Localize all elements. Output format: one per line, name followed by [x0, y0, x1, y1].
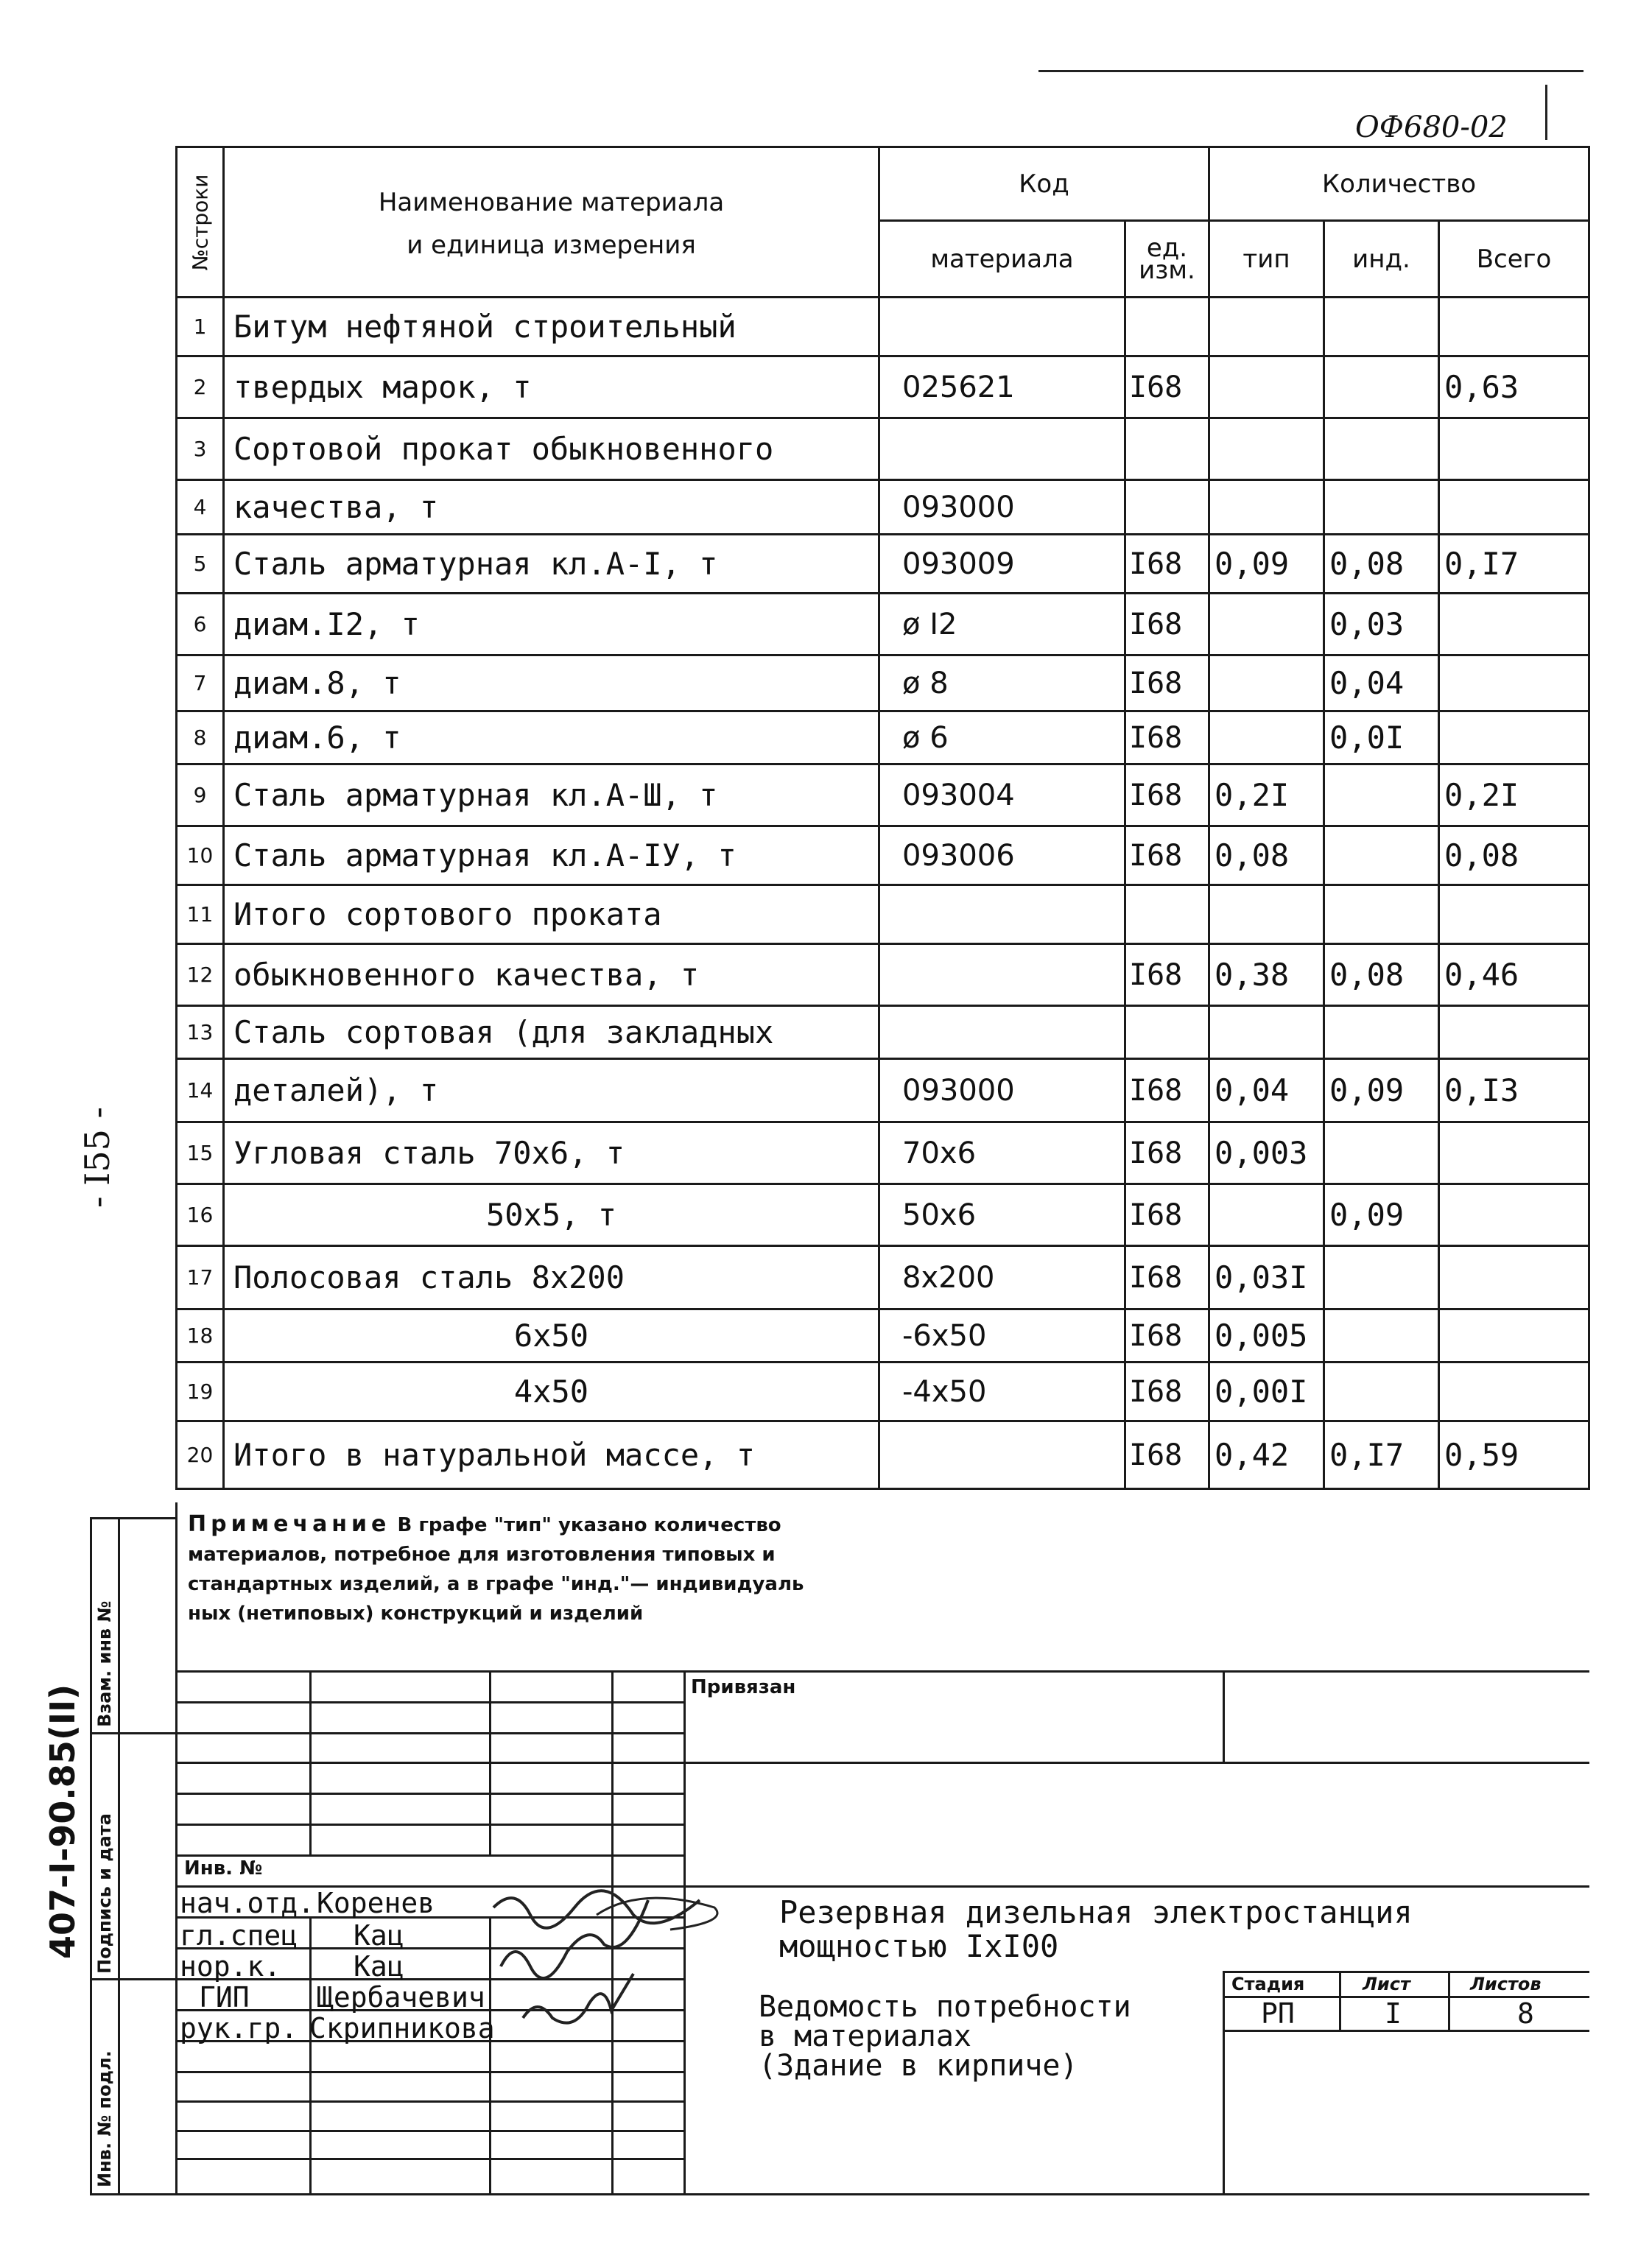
note-head: Примечание: [188, 1511, 391, 1537]
row-number: 4: [177, 480, 224, 535]
qty-total: [1439, 1246, 1589, 1309]
qty-typ: 0,005: [1209, 1309, 1324, 1362]
qty-typ: 0,2I: [1209, 764, 1324, 826]
unit-code: I68: [1125, 944, 1209, 1006]
unit-code: I68: [1125, 1122, 1209, 1184]
side-label-vzam: Взам. инв №: [94, 1600, 115, 1727]
qty-typ: [1209, 594, 1324, 655]
table-row: [177, 711, 1589, 764]
material-name: Итого сортового проката: [224, 885, 879, 944]
sheet-label: Лист: [1363, 1974, 1410, 1994]
qty-total: [1439, 885, 1589, 944]
table-row: [177, 655, 1589, 711]
row-number: 10: [177, 826, 224, 885]
document-number: 407-I-90.85(II): [43, 1684, 82, 1959]
material-name: Сталь арматурная кл.А-I, т: [224, 535, 879, 594]
sheet-title-3: (Здание в кирпиче): [759, 2049, 1078, 2083]
table-row: [177, 480, 1589, 535]
role-3: нор.к.: [180, 1950, 281, 1983]
header-typ: тип: [1209, 221, 1324, 298]
qty-typ: 0,08: [1209, 826, 1324, 885]
material-code: 093000: [879, 1059, 1125, 1122]
stage-value: РП: [1261, 1997, 1295, 2030]
material-name: 4х50: [224, 1362, 879, 1421]
qty-ind: 0,0I: [1324, 711, 1439, 764]
qty-ind: 0,08: [1324, 535, 1439, 594]
qty-ind: [1324, 764, 1439, 826]
qty-ind: 0,03: [1324, 594, 1439, 655]
material-code: -6х50: [879, 1309, 1125, 1362]
material-name: диам.6, т: [224, 711, 879, 764]
qty-typ: [1209, 711, 1324, 764]
qty-ind: [1324, 1246, 1439, 1309]
unit-code: I68: [1125, 1309, 1209, 1362]
role-2: гл.спец: [180, 1919, 298, 1952]
table-row: [177, 1246, 1589, 1309]
material-name: диам.I2, т: [224, 594, 879, 655]
header-total: Всего: [1439, 221, 1589, 298]
table-row: [177, 356, 1589, 418]
qty-typ: 0,04: [1209, 1059, 1324, 1122]
note-line-2: материалов, потребное для изготовления типовых и: [188, 1544, 776, 1566]
privyazan-label: Привязан: [691, 1676, 796, 1698]
qty-ind: [1324, 418, 1439, 480]
qty-total: [1439, 298, 1589, 356]
material-code: 70х6: [879, 1122, 1125, 1184]
side-label-podpis: Подпись и дата: [94, 1813, 115, 1974]
qty-ind: [1324, 480, 1439, 535]
qty-total: 0,I3: [1439, 1059, 1589, 1122]
top-rule: [1038, 70, 1584, 72]
qty-typ: [1209, 1006, 1324, 1059]
qty-ind: [1324, 1006, 1439, 1059]
material-name: обыкновенного качества, т: [224, 944, 879, 1006]
header-ind: инд.: [1324, 221, 1439, 298]
top-tick: [1545, 85, 1547, 140]
unit-code: I68: [1125, 1362, 1209, 1421]
qty-ind: [1324, 885, 1439, 944]
material-name: Битум нефтяной строительный: [224, 298, 879, 356]
note-line-4: ных (нетиповых) конструкций и изделий: [188, 1603, 644, 1625]
row-number: 17: [177, 1246, 224, 1309]
table-row: [177, 826, 1589, 885]
material-name: Сталь арматурная кл.А-Ш, т: [224, 764, 879, 826]
qty-total: [1439, 1006, 1589, 1059]
table-row: [177, 418, 1589, 480]
row-number: 5: [177, 535, 224, 594]
person-3: Кац: [354, 1950, 404, 1983]
row-number: 13: [177, 1006, 224, 1059]
qty-typ: [1209, 356, 1324, 418]
side-label-inv-podl: Инв. № подл.: [94, 2050, 115, 2187]
table-row: [177, 764, 1589, 826]
qty-typ: [1209, 885, 1324, 944]
sheet-title-2: в материалах: [759, 2019, 971, 2053]
table-row: [177, 298, 1589, 356]
handwritten-signatures: [479, 1878, 773, 2047]
material-code: [879, 1421, 1125, 1489]
material-name: Угловая сталь 70х6, т: [224, 1122, 879, 1184]
qty-ind: 0,09: [1324, 1184, 1439, 1246]
qty-ind: [1324, 1122, 1439, 1184]
qty-total: 0,63: [1439, 356, 1589, 418]
qty-ind: 0,08: [1324, 944, 1439, 1006]
note-line-3: стандартных изделий, а в графе "инд."— индивидуаль: [188, 1573, 804, 1595]
project-title-2: мощностью IхI00: [779, 1928, 1059, 1964]
material-code: 50х6: [879, 1184, 1125, 1246]
material-code: ø I2: [879, 594, 1125, 655]
materials-table: [175, 146, 1590, 1490]
row-number: 20: [177, 1421, 224, 1489]
table-row: [177, 1006, 1589, 1059]
qty-typ: 0,00I: [1209, 1362, 1324, 1421]
material-name: твердых марок, т: [224, 356, 879, 418]
row-number: 8: [177, 711, 224, 764]
material-code: [879, 298, 1125, 356]
table-row: [177, 1059, 1589, 1122]
qty-total: 0,2I: [1439, 764, 1589, 826]
qty-total: [1439, 1122, 1589, 1184]
qty-total: [1439, 418, 1589, 480]
row-number: 9: [177, 764, 224, 826]
table-row: [177, 594, 1589, 655]
unit-code: [1125, 885, 1209, 944]
row-number: 16: [177, 1184, 224, 1246]
material-code: -4х50: [879, 1362, 1125, 1421]
qty-total: 0,I7: [1439, 535, 1589, 594]
material-code: ø 8: [879, 655, 1125, 711]
table-row: [177, 1122, 1589, 1184]
person-4: Щербачевич: [317, 1981, 485, 2014]
material-name: Сталь арматурная кл.А-IУ, т: [224, 826, 879, 885]
material-code: [879, 1006, 1125, 1059]
role-1: нач.отд.: [180, 1887, 315, 1919]
person-5: Скрипникова: [309, 2012, 495, 2044]
unit-code: I68: [1125, 535, 1209, 594]
unit-code: [1125, 418, 1209, 480]
unit-code: I68: [1125, 826, 1209, 885]
unit-code: I68: [1125, 1184, 1209, 1246]
qty-total: [1439, 1362, 1589, 1421]
qty-total: [1439, 1309, 1589, 1362]
row-number: 14: [177, 1059, 224, 1122]
material-code: 093006: [879, 826, 1125, 885]
note-line-1: В графе "тип" указано количество: [390, 1514, 781, 1536]
qty-total: [1439, 1184, 1589, 1246]
material-code: ø 6: [879, 711, 1125, 764]
person-1: Коренев: [317, 1887, 435, 1919]
row-number: 3: [177, 418, 224, 480]
table-row: [177, 1362, 1589, 1421]
qty-typ: [1209, 480, 1324, 535]
unit-code: I68: [1125, 764, 1209, 826]
sheets-value: 8: [1517, 1997, 1534, 2030]
material-name: Итого в натуральной массе, т: [224, 1421, 879, 1489]
qty-typ: [1209, 418, 1324, 480]
qty-ind: [1324, 298, 1439, 356]
qty-typ: 0,03I: [1209, 1246, 1324, 1309]
header-code: Код: [879, 147, 1209, 221]
unit-code: I68: [1125, 594, 1209, 655]
qty-ind: [1324, 1362, 1439, 1421]
page-number: - I55 -: [77, 1106, 117, 1208]
material-code: 093009: [879, 535, 1125, 594]
project-title-1: Резервная дизельная электростанция: [779, 1894, 1413, 1930]
qty-typ: 0,42: [1209, 1421, 1324, 1489]
unit-code: I68: [1125, 655, 1209, 711]
row-number: 7: [177, 655, 224, 711]
material-name: 6х50: [224, 1309, 879, 1362]
qty-total: 0,08: [1439, 826, 1589, 885]
unit-code: I68: [1125, 1246, 1209, 1309]
qty-total: 0,59: [1439, 1421, 1589, 1489]
qty-typ: [1209, 298, 1324, 356]
stage-label: Стадия: [1231, 1974, 1305, 1994]
sheets-label: Листов: [1470, 1974, 1542, 1994]
material-code: 093004: [879, 764, 1125, 826]
header-row-no: №строки: [177, 147, 224, 298]
qty-typ: [1209, 655, 1324, 711]
unit-code: I68: [1125, 1059, 1209, 1122]
qty-total: [1439, 711, 1589, 764]
header-code-material: материала: [879, 221, 1125, 298]
unit-code: I68: [1125, 711, 1209, 764]
qty-ind: [1324, 826, 1439, 885]
row-number: 19: [177, 1362, 224, 1421]
material-name: Сталь сортовая (для закладных: [224, 1006, 879, 1059]
qty-ind: 0,I7: [1324, 1421, 1439, 1489]
unit-code: [1125, 1006, 1209, 1059]
material-code: [879, 885, 1125, 944]
qty-typ: 0,003: [1209, 1122, 1324, 1184]
table-row: [177, 944, 1589, 1006]
inv-no-label: Инв. №: [184, 1857, 263, 1880]
qty-typ: [1209, 1184, 1324, 1246]
qty-ind: 0,04: [1324, 655, 1439, 711]
material-code: 025621: [879, 356, 1125, 418]
material-code: 093000: [879, 480, 1125, 535]
material-name: Полосовая сталь 8х200: [224, 1246, 879, 1309]
note: [188, 1510, 1108, 1628]
material-code: [879, 944, 1125, 1006]
table-row: [177, 1421, 1589, 1489]
qty-total: [1439, 480, 1589, 535]
qty-typ: 0,38: [1209, 944, 1324, 1006]
unit-code: I68: [1125, 356, 1209, 418]
qty-total: [1439, 594, 1589, 655]
material-name: качества, т: [224, 480, 879, 535]
row-number: 2: [177, 356, 224, 418]
header-quantity: Количество: [1209, 147, 1589, 221]
document-code: ОФ680-02: [1355, 110, 1508, 144]
unit-code: [1125, 480, 1209, 535]
qty-total: 0,46: [1439, 944, 1589, 1006]
material-name: деталей), т: [224, 1059, 879, 1122]
material-code: [879, 418, 1125, 480]
table-row: [177, 1309, 1589, 1362]
unit-code: [1125, 298, 1209, 356]
row-number: 1: [177, 298, 224, 356]
row-number: 12: [177, 944, 224, 1006]
sheet-title-1: Ведомость потребности: [759, 1990, 1131, 2024]
header-unit: ед. изм.: [1125, 221, 1209, 298]
table-row: [177, 535, 1589, 594]
sheet-value: I: [1385, 1997, 1402, 2030]
header-name: Наименование материала и единица измерения: [224, 147, 879, 298]
qty-ind: 0,09: [1324, 1059, 1439, 1122]
material-code: 8х200: [879, 1246, 1125, 1309]
row-number: 15: [177, 1122, 224, 1184]
person-2: Кац: [354, 1919, 404, 1952]
qty-ind: [1324, 1309, 1439, 1362]
qty-typ: 0,09: [1209, 535, 1324, 594]
material-name: Сортовой прокат обыкновенного: [224, 418, 879, 480]
role-5: рук.гр.: [180, 2012, 298, 2044]
qty-total: [1439, 655, 1589, 711]
unit-code: I68: [1125, 1421, 1209, 1489]
row-number: 11: [177, 885, 224, 944]
material-name: 50х5, т: [224, 1184, 879, 1246]
row-number: 6: [177, 594, 224, 655]
table-row: [177, 1184, 1589, 1246]
table-row: [177, 885, 1589, 944]
role-4: ГИП: [199, 1981, 250, 2014]
qty-ind: [1324, 356, 1439, 418]
material-name: диам.8, т: [224, 655, 879, 711]
row-number: 18: [177, 1309, 224, 1362]
